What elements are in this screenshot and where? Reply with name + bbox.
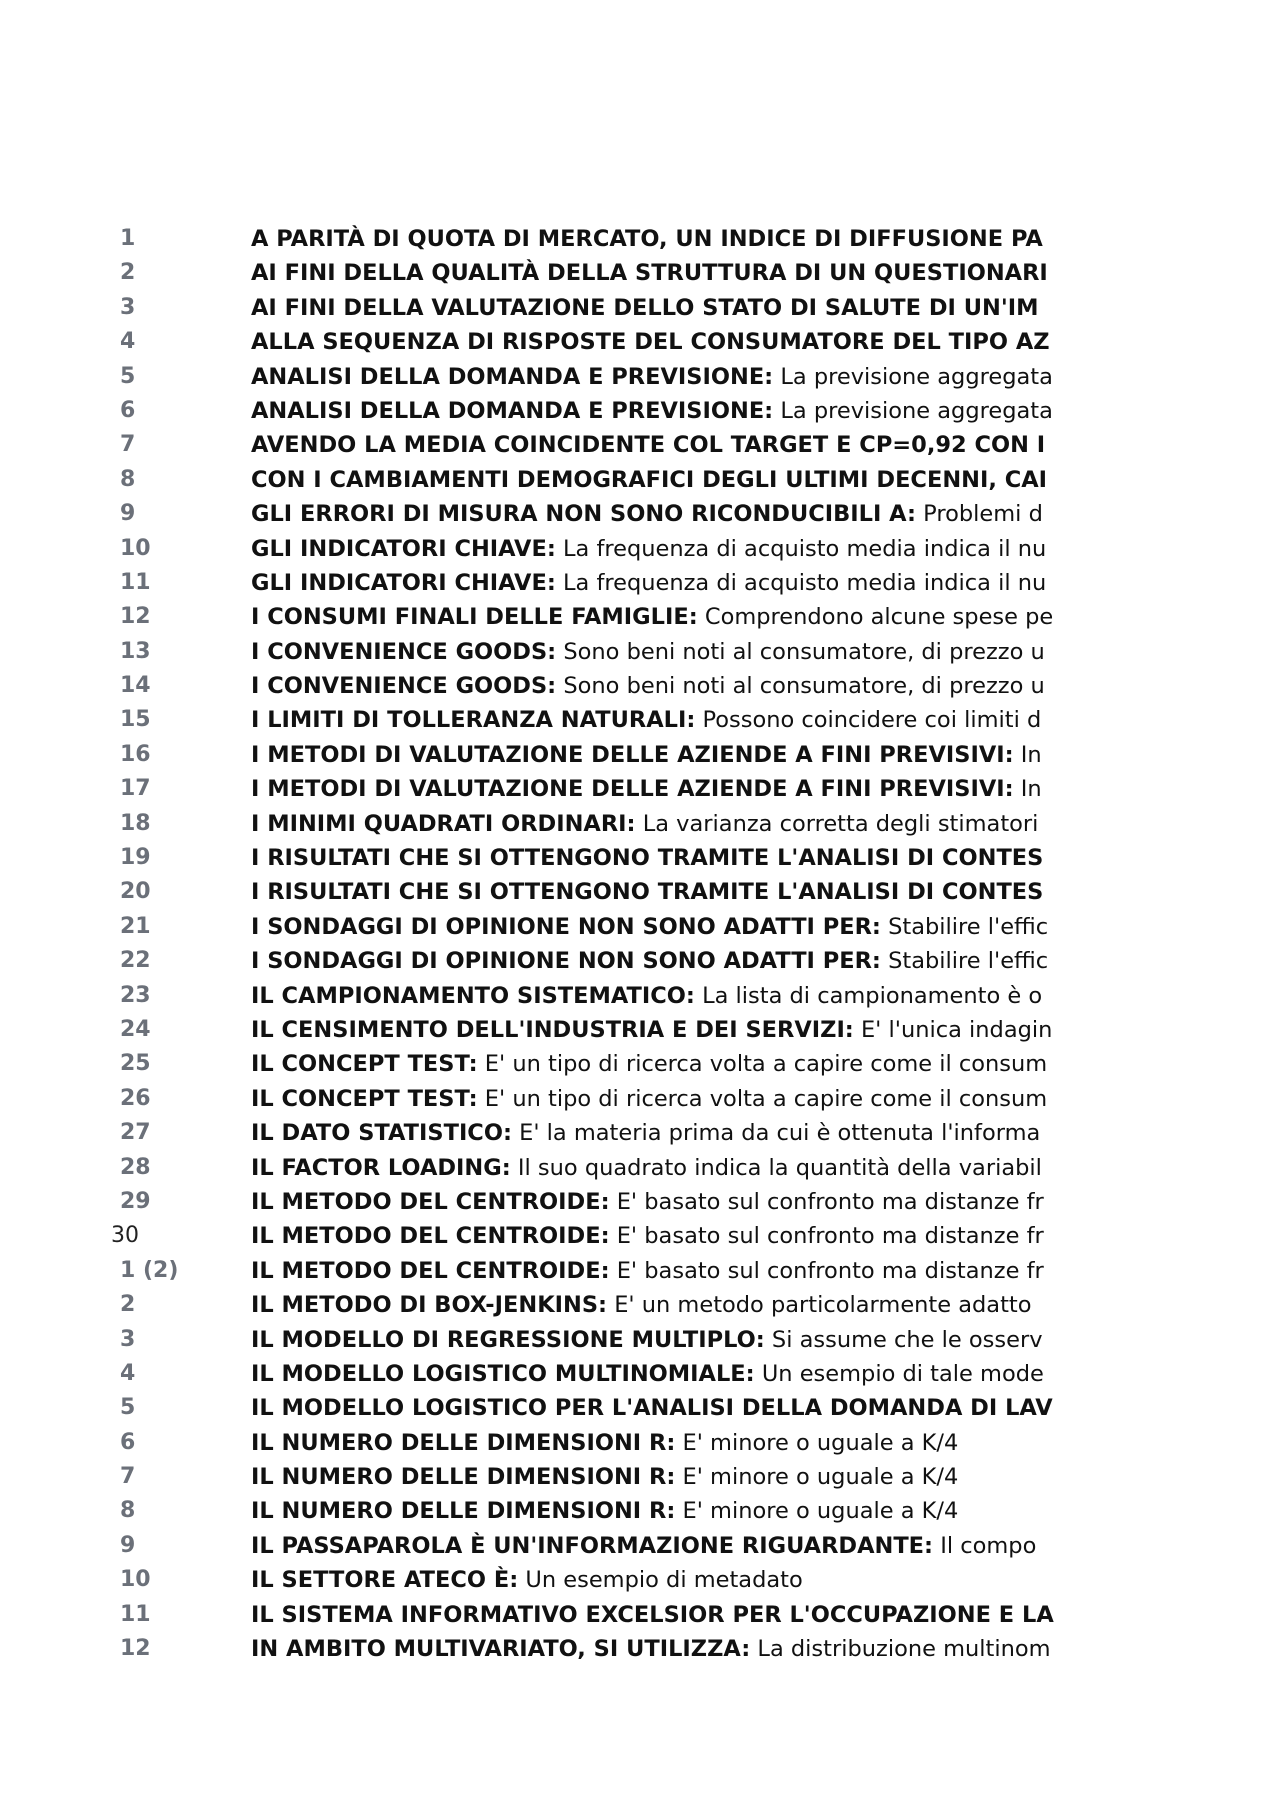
list-item <box>0 738 1280 772</box>
entry-text <box>251 1529 1088 1563</box>
entry-number: 2 <box>120 260 136 286</box>
entry-question: I CONSUMI FINALI DELLE FAMIGLIE: <box>251 604 698 631</box>
entry-answer: La frequenza di acquisto media indica il nu <box>562 535 1047 562</box>
list-item <box>0 1598 1280 1632</box>
entry-number: 22 <box>120 948 151 974</box>
list-item <box>0 669 1280 703</box>
list-item <box>0 841 1280 875</box>
entry-number: 19 <box>120 845 151 871</box>
list-item <box>0 635 1280 669</box>
entry-answer: E' minore o uguale a K/4 <box>682 1464 959 1491</box>
entry-question: ALLA SEQUENZA DI RISPOSTE DEL CONSUMATORE DEL TIPO AZ <box>251 329 1050 356</box>
entry-question: I METODI DI VALUTAZIONE DELLE AZIENDE A FINI PREVISIVI: <box>251 741 1014 768</box>
entry-number: 11 <box>120 569 151 595</box>
entry-text <box>251 1323 1088 1357</box>
entry-number: 7 <box>120 1464 136 1490</box>
entry-number: 7 <box>120 432 136 458</box>
entry-number: 1 (2) <box>120 1257 179 1283</box>
entry-question: ANALISI DELLA DOMANDA E PREVISIONE: <box>251 397 774 424</box>
entry-answer: E' basato sul confronto ma distanze fr <box>616 1188 1044 1215</box>
list-item <box>0 1426 1280 1460</box>
entry-answer: La previsione aggregata <box>780 397 1053 424</box>
entry-number: 8 <box>120 1498 136 1524</box>
entry-answer: E' la materia prima da cui è ottenuta l'informa <box>519 1120 1041 1147</box>
entry-text <box>251 222 1088 256</box>
entry-number: 17 <box>120 776 151 802</box>
entry-question: IL MODELLO LOGISTICO MULTINOMIALE: <box>251 1360 755 1387</box>
entry-text <box>251 1598 1088 1632</box>
entry-question: I RISULTATI CHE SI OTTENGONO TRAMITE L'ANALISI DI CONTES <box>251 845 1044 872</box>
entry-number: 9 <box>120 1532 136 1558</box>
entry-answer: E' basato sul confronto ma distanze fr <box>616 1223 1044 1250</box>
entry-question: IL CENSIMENTO DELL'INDUSTRIA E DEI SERVIZI: <box>251 1016 854 1043</box>
entry-text <box>251 256 1088 290</box>
entry-number: 26 <box>120 1085 151 1111</box>
entry-number: 4 <box>120 1360 136 1386</box>
entry-text <box>251 566 1088 600</box>
entry-text <box>251 1082 1088 1116</box>
entry-text <box>251 944 1088 978</box>
entry-question: A PARITÀ DI QUOTA DI MERCATO, UN INDICE DI DIFFUSIONE PA <box>251 226 1043 252</box>
list-item <box>0 600 1280 634</box>
entry-answer: E' basato sul confronto ma distanze fr <box>616 1257 1044 1284</box>
entry-question: I SONDAGGI DI OPINIONE NON SONO ADATTI PER: <box>251 913 881 940</box>
entry-number: 30 <box>111 1223 139 1249</box>
entry-text <box>251 1151 1088 1185</box>
entry-answer: La distribuzione multinom <box>757 1636 1051 1663</box>
entry-text <box>251 1426 1088 1460</box>
list-item <box>0 1563 1280 1597</box>
entry-number: 16 <box>120 741 151 767</box>
entry-text <box>251 600 1088 634</box>
list-item <box>0 875 1280 909</box>
entry-text <box>251 1494 1088 1528</box>
entry-question: IN AMBITO MULTIVARIATO, SI UTILIZZA: <box>251 1636 751 1663</box>
entry-question: GLI INDICATORI CHIAVE: <box>251 535 556 562</box>
entry-number: 11 <box>120 1601 151 1627</box>
entry-number: 1 <box>120 226 136 251</box>
entry-number: 2 <box>120 1292 136 1318</box>
entry-text <box>251 979 1088 1013</box>
entry-text <box>251 428 1088 462</box>
entry-number: 5 <box>120 1395 136 1421</box>
entry-question: IL DATO STATISTICO: <box>251 1120 512 1147</box>
list-item <box>0 1357 1280 1391</box>
entry-question: IL MODELLO LOGISTICO PER L'ANALISI DELLA DOMANDA DI LAV <box>251 1395 1053 1422</box>
entry-text <box>251 497 1088 531</box>
entry-question: IL SISTEMA INFORMATIVO EXCELSIOR PER L'OCCUPAZIONE E LA <box>251 1601 1054 1628</box>
entry-number: 18 <box>120 810 151 836</box>
entry-question: I METODI DI VALUTAZIONE DELLE AZIENDE A FINI PREVISIVI: <box>251 776 1014 803</box>
entry-text <box>251 841 1088 875</box>
list-item <box>0 1460 1280 1494</box>
entry-text <box>251 1013 1088 1047</box>
entry-question: IL NUMERO DELLE DIMENSIONI R: <box>251 1498 676 1525</box>
entry-question: I SONDAGGI DI OPINIONE NON SONO ADATTI PER: <box>251 948 881 975</box>
entry-question: I CONVENIENCE GOODS: <box>251 638 557 665</box>
entry-text <box>251 1460 1088 1494</box>
list-item <box>0 566 1280 600</box>
list-item <box>0 910 1280 944</box>
list-item <box>0 291 1280 325</box>
list-item <box>0 944 1280 978</box>
list-item <box>0 807 1280 841</box>
entry-question: I LIMITI DI TOLLERANZA NATURALI: <box>251 707 696 734</box>
entry-question: GLI ERRORI DI MISURA NON SONO RICONDUCIBILI A: <box>251 501 917 528</box>
entry-text <box>251 772 1088 806</box>
entry-question: IL FACTOR LOADING: <box>251 1154 511 1181</box>
entry-question: IL NUMERO DELLE DIMENSIONI R: <box>251 1429 676 1456</box>
entry-number: 21 <box>120 913 151 939</box>
entry-question: ANALISI DELLA DOMANDA E PREVISIONE: <box>251 363 774 390</box>
entry-text <box>251 807 1088 841</box>
entry-question: CON I CAMBIAMENTI DEMOGRAFICI DEGLI ULTIMI DECENNI, CAI <box>251 466 1048 493</box>
list-item <box>0 1185 1280 1219</box>
list-item <box>0 1116 1280 1150</box>
entry-question: IL NUMERO DELLE DIMENSIONI R: <box>251 1464 676 1491</box>
entry-question: IL METODO DEL CENTROIDE: <box>251 1257 610 1284</box>
entry-question: IL METODO DI BOX-JENKINS: <box>251 1292 608 1319</box>
entry-number: 12 <box>120 1636 151 1662</box>
list-item <box>0 1529 1280 1563</box>
entry-text <box>251 1288 1088 1322</box>
entry-number: 10 <box>120 535 151 561</box>
list-item <box>0 1151 1280 1185</box>
list-item <box>0 1494 1280 1528</box>
list-item <box>0 1013 1280 1047</box>
entry-text <box>251 875 1088 909</box>
entry-answer: La previsione aggregata <box>780 363 1053 390</box>
entry-answer: Comprendono alcune spese pe <box>704 604 1054 631</box>
list-item <box>0 1323 1280 1357</box>
entry-number: 25 <box>120 1051 151 1077</box>
entry-number: 15 <box>120 707 151 733</box>
entry-text <box>251 635 1088 669</box>
list-item <box>0 772 1280 806</box>
entry-answer: Sono beni noti al consumatore, di prezzo u <box>563 673 1045 700</box>
entry-question: IL CONCEPT TEST: <box>251 1085 478 1112</box>
entry-number: 8 <box>120 466 136 492</box>
entry-text <box>251 738 1088 772</box>
entry-number: 13 <box>120 638 151 664</box>
entry-question: I RISULTATI CHE SI OTTENGONO TRAMITE L'ANALISI DI CONTES <box>251 879 1044 906</box>
list-item <box>0 1254 1280 1288</box>
entry-text <box>251 463 1088 497</box>
list-item <box>0 497 1280 531</box>
entry-number: 12 <box>120 604 151 630</box>
entry-answer: Il suo quadrato indica la quantità della variabil <box>517 1154 1042 1181</box>
entry-answer: Sono beni noti al consumatore, di prezzo u <box>563 638 1045 665</box>
entry-text <box>251 1357 1088 1391</box>
entry-number: 14 <box>120 673 151 699</box>
entry-text <box>251 1047 1088 1081</box>
entry-answer: E' minore o uguale a K/4 <box>682 1429 959 1456</box>
list-item <box>0 325 1280 359</box>
list-item <box>0 1219 1280 1253</box>
entry-number: 24 <box>120 1016 151 1042</box>
entry-answer: E' un tipo di ricerca volta a capire come il consum <box>484 1051 1048 1078</box>
entry-answer: La lista di campionamento è o <box>702 982 1043 1009</box>
entry-text <box>251 325 1088 359</box>
entry-number: 23 <box>120 982 151 1008</box>
list-item <box>0 463 1280 497</box>
entry-text <box>251 1116 1088 1150</box>
entry-number: 3 <box>120 294 136 320</box>
entry-text <box>251 1254 1088 1288</box>
entry-number: 4 <box>120 329 136 355</box>
list-item <box>0 1391 1280 1425</box>
entry-answer: Il compo <box>940 1532 1037 1559</box>
entry-number: 28 <box>120 1154 151 1180</box>
entry-answer: E' l'unica indagin <box>860 1016 1053 1043</box>
entry-answer: In <box>1020 776 1042 803</box>
entry-number: 27 <box>120 1120 151 1146</box>
entry-text <box>251 360 1088 394</box>
entry-text <box>251 703 1088 737</box>
list-item <box>0 360 1280 394</box>
entry-answer: Un esempio di metadato <box>525 1567 803 1594</box>
list-item <box>0 256 1280 290</box>
entry-question: IL CAMPIONAMENTO SISTEMATICO: <box>251 982 695 1009</box>
entry-text <box>251 1632 1088 1666</box>
entry-number: 29 <box>120 1188 151 1214</box>
entry-question: IL METODO DEL CENTROIDE: <box>251 1223 610 1250</box>
entry-number: 10 <box>120 1567 151 1593</box>
entry-question: AVENDO LA MEDIA COINCIDENTE COL TARGET E CP=0,92 CON I <box>251 432 1046 459</box>
entry-text <box>251 910 1088 944</box>
entry-answer: Un esempio di tale mode <box>761 1360 1044 1387</box>
entry-number: 6 <box>120 397 136 423</box>
entry-text <box>251 669 1088 703</box>
entry-text <box>251 394 1088 428</box>
list-item <box>0 428 1280 462</box>
entry-question: IL PASSAPAROLA È UN'INFORMAZIONE RIGUARDANTE: <box>251 1532 934 1559</box>
entry-answer: Stabilire l'effic <box>888 913 1049 940</box>
list-item <box>0 1288 1280 1322</box>
list-item <box>0 979 1280 1013</box>
entry-question: I MINIMI QUADRATI ORDINARI: <box>251 810 636 837</box>
entry-question: IL SETTORE ATECO È: <box>251 1567 519 1594</box>
entry-text <box>251 291 1088 325</box>
entry-number: 20 <box>120 879 151 905</box>
entry-answer: Possono coincidere coi limiti d <box>702 707 1042 734</box>
list-item <box>0 1632 1280 1666</box>
entry-question: GLI INDICATORI CHIAVE: <box>251 569 556 596</box>
entry-answer: Si assume che le osserv <box>771 1326 1043 1353</box>
entry-answer: E' un tipo di ricerca volta a capire come il consum <box>484 1085 1048 1112</box>
entry-number: 9 <box>120 501 136 527</box>
entry-question: IL METODO DEL CENTROIDE: <box>251 1188 610 1215</box>
entry-question: AI FINI DELLA VALUTAZIONE DELLO STATO DI SALUTE DI UN'IM <box>251 294 1039 321</box>
list-item <box>0 1082 1280 1116</box>
entry-text <box>251 1185 1088 1219</box>
entry-text <box>251 1219 1088 1253</box>
entry-answer: E' minore o uguale a K/4 <box>682 1498 959 1525</box>
entry-number: 3 <box>120 1326 136 1352</box>
entry-answer: La frequenza di acquisto media indica il nu <box>562 569 1047 596</box>
entry-answer: E' un metodo particolarmente adatto <box>614 1292 1032 1319</box>
entry-question: IL MODELLO DI REGRESSIONE MULTIPLO: <box>251 1326 765 1353</box>
entry-question: IL CONCEPT TEST: <box>251 1051 478 1078</box>
list-item <box>0 394 1280 428</box>
list-item <box>0 532 1280 566</box>
list-item <box>0 1047 1280 1081</box>
entry-text <box>251 532 1088 566</box>
list-item <box>0 703 1280 737</box>
entry-text <box>251 1563 1088 1597</box>
entry-number: 5 <box>120 363 136 389</box>
entry-answer: Problemi d <box>923 501 1043 528</box>
entry-question: AI FINI DELLA QUALITÀ DELLA STRUTTURA DI UN QUESTIONARI <box>251 260 1048 287</box>
entry-list <box>0 222 1280 1666</box>
entry-answer: La varianza corretta degli stimatori <box>642 810 1039 837</box>
entry-answer: Stabilire l'effic <box>888 948 1049 975</box>
entry-question: I CONVENIENCE GOODS: <box>251 673 557 700</box>
entry-answer: In <box>1020 741 1042 768</box>
entry-number: 6 <box>120 1429 136 1455</box>
entry-text <box>251 1391 1088 1425</box>
list-item <box>0 222 1280 256</box>
